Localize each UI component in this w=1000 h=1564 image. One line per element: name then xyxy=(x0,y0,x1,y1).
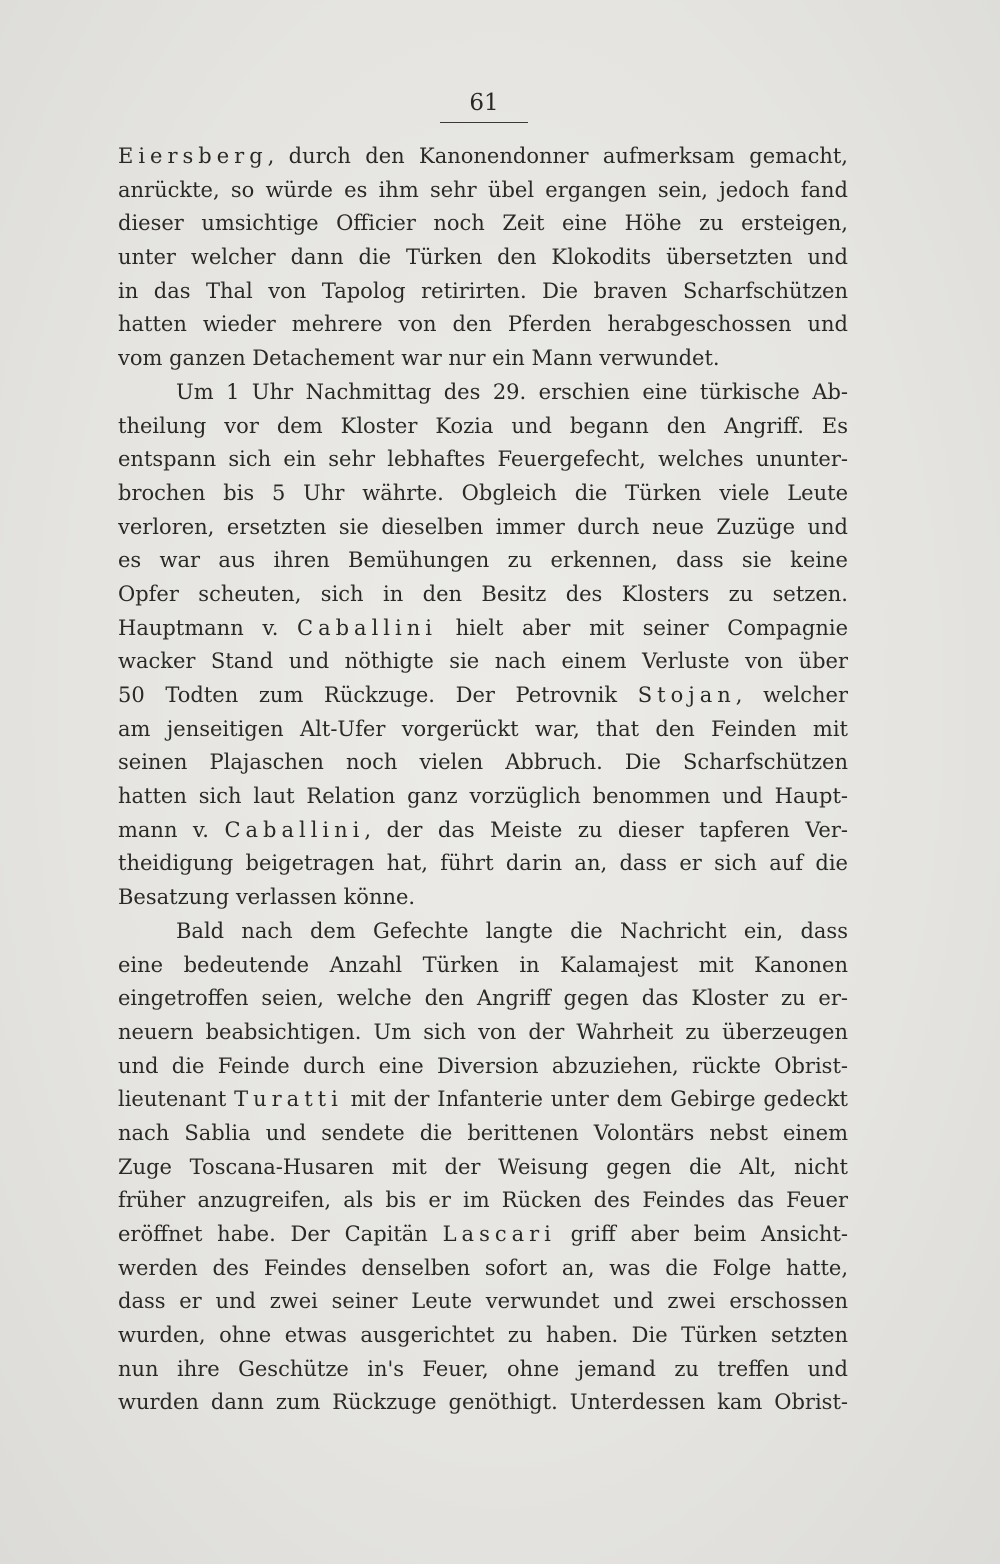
text-line xyxy=(118,275,848,309)
text-line xyxy=(118,207,848,241)
text-line xyxy=(118,1319,848,1353)
spaced-name: Eiersberg xyxy=(118,144,268,168)
text-run: , welcher xyxy=(735,683,848,707)
text-run: in das Thal von Tapolog retirirten. Die braven Scharfschützen xyxy=(118,278,848,303)
text-run: und die Feinde durch eine Diversion abzuziehen, rückte Obrist- xyxy=(118,1053,848,1078)
text-line xyxy=(118,1151,848,1185)
text-line xyxy=(118,1285,848,1319)
text-run: Zuge Toscana-Husaren mit der Weisung gegen die Alt, nicht xyxy=(118,1154,848,1179)
spaced-name: Caballini xyxy=(224,817,365,842)
text-run: brochen bis 5 Uhr währte. Obgleich die Türken viele Leute xyxy=(118,480,848,505)
text-run: wacker Stand und nöthigte sie nach einem Verluste von über xyxy=(118,649,848,674)
text-run: nach Sablia und sendete die berittenen Volontärs nebst einem xyxy=(118,1120,848,1145)
text-line xyxy=(118,241,848,275)
text-run: , durch den Kanonendonner aufmerksam gemacht, xyxy=(267,144,848,168)
text-line xyxy=(118,308,848,342)
text-line xyxy=(118,578,848,612)
text-run: unter welcher dann die Türken den Klokodits übersetzten und xyxy=(118,245,848,270)
text-line xyxy=(118,410,848,444)
text-run: mann v. xyxy=(118,817,225,842)
text-line xyxy=(118,780,848,814)
text-run: dieser umsichtige Officier noch Zeit eine Höhe zu ersteigen, xyxy=(118,211,848,236)
spaced-name: Stojan xyxy=(637,683,736,707)
spaced-name: Caballini xyxy=(297,615,437,640)
text-run: Besatzung verlassen könne. xyxy=(118,885,416,910)
text-run: Um 1 Uhr Nachmittag des 29. erschien eine türkische Ab- xyxy=(176,379,848,404)
text-line xyxy=(118,713,848,747)
text-run: vom ganzen Detachement war nur ein Mann verwundet. xyxy=(118,346,720,371)
text-line xyxy=(118,814,848,848)
text-run: 50 Todten zum Rückzuge. Der Petrovnik xyxy=(118,683,638,707)
text-run: nun ihre Geschütze in's Feuer, ohne jemand zu treffen und xyxy=(118,1356,848,1381)
text-run: eine bedeutende Anzahl Türken in Kalamajest mit Kanonen xyxy=(118,952,848,977)
text-run: Opfer scheuten, sich in den Besitz des Klosters zu setzen. xyxy=(118,581,848,606)
text-run: früher anzugreifen, als bis er im Rücken des Feindes das Feuer xyxy=(118,1188,848,1213)
text-run: hatten sich laut Relation ganz vorzüglich benommen und Haupt- xyxy=(118,784,848,809)
text-run: mit der Infanterie unter dem Gebirge gedeckt xyxy=(342,1087,848,1112)
text-run: theidigung beigetragen hat, führt darin an, dass er sich auf die xyxy=(118,851,848,876)
text-run: eingetroffen seien, welche den Angriff gegen das Kloster zu er- xyxy=(118,986,848,1011)
text-line xyxy=(118,140,848,174)
text-run: lieutenant xyxy=(118,1087,235,1112)
text-run: verloren, ersetzten sie dieselben immer durch neue Zuzüge und xyxy=(118,514,848,539)
text-line xyxy=(118,679,848,713)
body-text xyxy=(118,140,848,1420)
text-run: wurden, ohne etwas ausgerichtet zu haben. Die Türken setzten xyxy=(118,1323,848,1348)
text-line xyxy=(118,881,848,915)
text-line xyxy=(118,1184,848,1218)
text-line xyxy=(118,477,848,511)
text-line xyxy=(118,612,848,646)
text-line xyxy=(118,342,848,376)
text-run: , der das Meiste zu dieser tapferen Ver- xyxy=(364,817,848,842)
text-run: Hauptmann v. xyxy=(118,615,298,640)
text-line xyxy=(118,1252,848,1286)
text-run: theilung vor dem Kloster Kozia und begann den Angriff. Es xyxy=(118,413,848,438)
text-run: neuern beabsichtigen. Um sich von der Wahrheit zu überzeugen xyxy=(118,1019,848,1044)
spaced-name: Turatti xyxy=(234,1087,343,1112)
text-line xyxy=(118,1050,848,1084)
text-line xyxy=(118,376,848,410)
text-line xyxy=(118,1386,848,1420)
text-run: werden des Feindes denselben sofort an, was die Folge hatte, xyxy=(118,1255,848,1280)
header-rule xyxy=(440,122,528,123)
text-run: eröffnet habe. Der Capitän xyxy=(118,1222,443,1246)
text-run: es war aus ihren Bemühungen zu erkennen, dass sie keine xyxy=(118,548,848,573)
text-run: hatten wieder mehrere von den Pferden herabgeschossen und xyxy=(118,312,848,337)
text-run: Bald nach dem Gefechte langte die Nachricht ein, dass xyxy=(176,918,848,943)
text-line xyxy=(118,645,848,679)
text-line xyxy=(118,1218,848,1252)
text-line xyxy=(118,174,848,208)
text-run: hielt aber mit seiner Compagnie xyxy=(436,615,848,640)
spaced-name: Lascari xyxy=(442,1222,556,1246)
text-line xyxy=(118,544,848,578)
text-line xyxy=(118,949,848,983)
text-line xyxy=(118,982,848,1016)
text-line xyxy=(118,443,848,477)
text-run: seinen Plajaschen noch vielen Abbruch. Die Scharfschützen xyxy=(118,750,848,775)
text-line xyxy=(118,511,848,545)
text-run: griff aber beim Ansicht- xyxy=(555,1222,848,1246)
text-run: wurden dann zum Rückzuge genöthigt. Unterdessen kam Obrist- xyxy=(118,1390,848,1415)
text-line xyxy=(118,1353,848,1387)
text-line xyxy=(118,1117,848,1151)
text-line xyxy=(118,1016,848,1050)
text-line xyxy=(118,746,848,780)
text-line xyxy=(118,847,848,881)
text-run: dass er und zwei seiner Leute verwundet und zwei erschossen xyxy=(118,1289,848,1314)
text-line xyxy=(118,915,848,949)
text-run: am jenseitigen Alt-Ufer vorgerückt war, that den Feinden mit xyxy=(118,716,848,741)
text-run: anrückte, so würde es ihm sehr übel ergangen sein, jedoch fand xyxy=(118,177,848,202)
page-number: 61 xyxy=(469,90,499,116)
text-line xyxy=(118,1083,848,1117)
text-run: entspann sich ein sehr lebhaftes Feuergefecht, welches ununter- xyxy=(118,447,848,472)
